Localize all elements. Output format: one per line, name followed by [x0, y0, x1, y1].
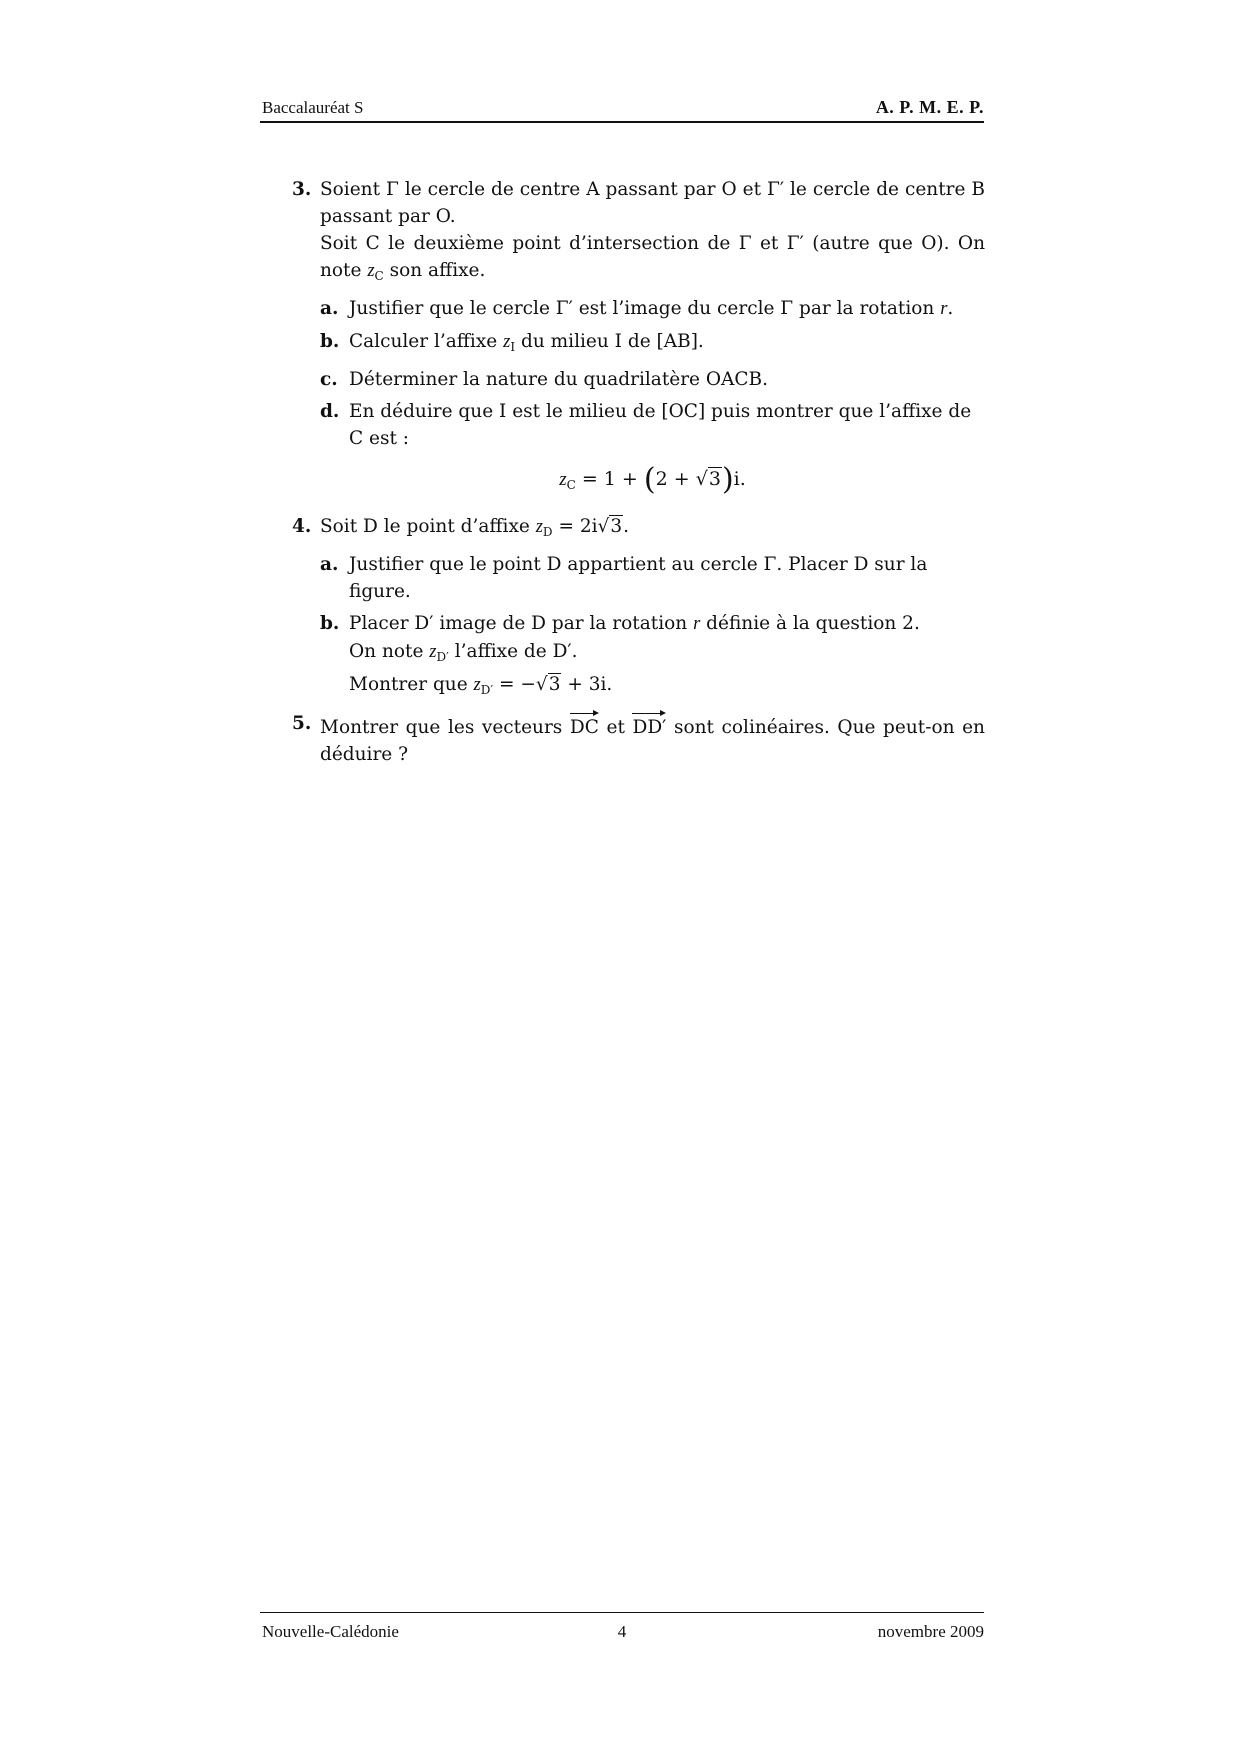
exercise-content	[270, 176, 985, 768]
r-variable: r	[940, 299, 948, 319]
subscript: D	[542, 525, 553, 539]
question-number: 3.	[292, 179, 312, 200]
part-label: a.	[320, 298, 339, 319]
vector-dd-prime: DD′	[632, 710, 666, 741]
q4-eq: = 2i	[558, 516, 598, 537]
q4b-line2-text: On note	[349, 641, 424, 662]
q3-part-a: a. Justifier que le cercle Γ′ est l’image du cercle Γ par la rotation r.	[320, 295, 985, 323]
part-label: b.	[320, 613, 340, 634]
q3-part-c	[320, 366, 985, 393]
radicand: 3	[610, 516, 623, 537]
q4-part-b	[320, 610, 985, 704]
footer-left: Nouvelle-Calédonie	[262, 1622, 399, 1641]
q3c-text: Déterminer la nature du quadrilatère OACB.	[349, 369, 769, 390]
q3b-text-end: du milieu I de [AB].	[520, 331, 704, 352]
sqrt-symbol: √3	[695, 468, 721, 490]
part-label: c.	[320, 369, 338, 390]
q4b-line3-eq: = −	[499, 674, 536, 695]
sqrt-symbol: √3	[597, 516, 623, 537]
q4b-text-end: définie à la question 2.	[706, 613, 920, 634]
left-paren: (	[643, 462, 656, 497]
z-variable: z	[503, 332, 511, 352]
z-variable: z	[367, 261, 375, 281]
subscript: I	[510, 340, 516, 354]
q4b-line2-end: l’affixe de D′.	[454, 641, 578, 662]
q3-part-b	[320, 328, 985, 361]
q3-part-d	[320, 398, 985, 452]
q4b-line2	[349, 638, 985, 671]
vector-dc: DC	[570, 710, 599, 741]
page-number: 4	[617, 1622, 627, 1641]
subscript: C	[566, 478, 576, 492]
radicand: 3	[548, 674, 561, 695]
q4b-line3	[349, 671, 985, 704]
z-variable: z	[559, 469, 567, 490]
formula-inner: 2 +	[655, 468, 690, 490]
radicand: 3	[708, 468, 721, 490]
subscript: D′	[436, 650, 449, 664]
header-left: Baccalauréat S	[262, 98, 364, 117]
q4-statement: Soit D le point d’affixe $z_D = 2i√3$.	[320, 513, 985, 546]
right-paren: )	[721, 462, 734, 497]
header-right: A. P. M. E. P.	[875, 97, 984, 117]
z-variable: z	[429, 642, 437, 662]
q3d-text: En déduire que I est le milieu de [OC] puis montrer que l’affixe de C est :	[349, 401, 972, 449]
q4b-line3-text: Montrer que	[349, 674, 468, 695]
question-number: 4.	[292, 516, 312, 537]
part-label: a.	[320, 554, 339, 575]
header-rule	[260, 121, 984, 123]
q4b-line3-end: + 3i.	[567, 674, 613, 695]
q5-et: et	[606, 717, 625, 738]
z-variable: z	[473, 675, 481, 695]
footer-right: novembre 2009	[877, 1622, 984, 1641]
formula-end: i.	[733, 468, 746, 490]
q3b-text: Calculer l’affixe	[349, 331, 498, 352]
q5-text: Montrer que les vecteurs	[320, 717, 563, 738]
q4-text: Soit D le point d’affixe	[320, 516, 530, 537]
q5-text-end: sont colinéaires. Que peut-on en déduire ?	[320, 717, 985, 765]
q4b-line1	[349, 610, 985, 638]
part-label: d.	[320, 401, 340, 422]
q4-part-a	[320, 551, 985, 605]
sqrt-symbol: √3	[535, 674, 561, 695]
z-variable: z	[535, 517, 543, 537]
question-3	[270, 176, 985, 499]
q3-statement-2	[320, 230, 985, 290]
q3-line2-end: son affixe.	[389, 260, 486, 281]
footer-rule	[260, 1612, 984, 1613]
q3a-text: Justifier que le cercle Γ′ est l’image du cercle Γ par la rotation	[349, 298, 935, 319]
formula-mid: = 1 +	[581, 468, 638, 490]
q4b-text: Placer D′ image de D par la rotation	[349, 613, 688, 634]
q3-line2-text: Soit C le deuxième point d’intersection de Γ et Γ′ (autre que O). On note	[320, 233, 985, 281]
q4a-text: Justifier que le point D appartient au cercle Γ. Placer D sur la figure.	[349, 554, 928, 602]
subscript: D′	[480, 683, 494, 697]
question-4	[270, 513, 985, 704]
part-label: b.	[320, 331, 340, 352]
question-5	[270, 710, 985, 768]
question-number: 5.	[292, 713, 312, 734]
formula-zc	[320, 462, 985, 499]
q3-statement: Soient Γ le cercle de centre A passant par O et Γ′ le cercle de centre B passant par O.	[320, 179, 985, 227]
subscript: C	[374, 269, 384, 283]
r-variable: r	[693, 614, 701, 634]
